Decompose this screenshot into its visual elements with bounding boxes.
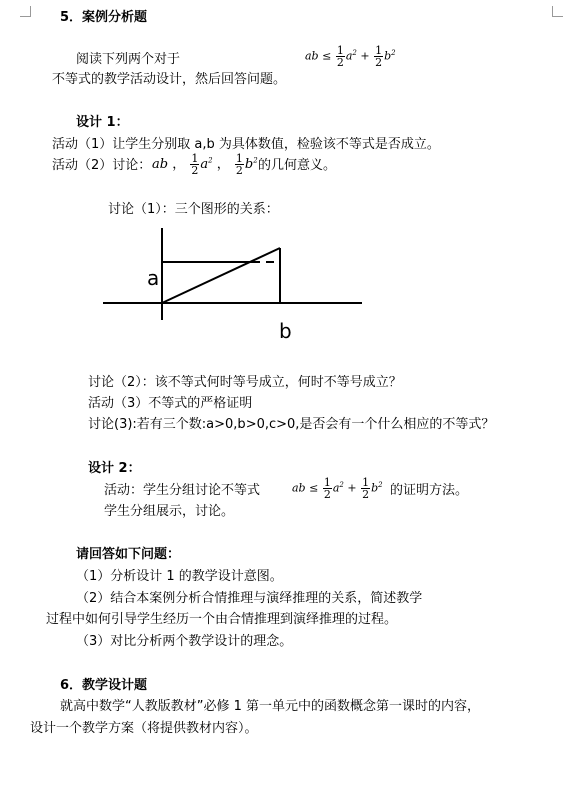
label-b: b [279, 319, 292, 343]
section-6-title: 6．教学设计题 [60, 678, 148, 693]
design-2-title: 设计 2： [88, 461, 141, 476]
activity-2-suffix: 的几何意义。 [258, 158, 337, 173]
activity-1: 活动（1）让学生分别取 a,b 为具体数值，检验该不等式是否成立。 [52, 137, 440, 152]
intro-line-1: 阅读下列两个对于 [76, 52, 181, 67]
question-3: （3）对比分析两个教学设计的理念。 [76, 634, 293, 649]
design-2-activity: 活动：学生分组讨论不等式 [104, 483, 261, 498]
formula-lhs: ab ≤ [305, 49, 332, 63]
diagonal-line [162, 248, 280, 303]
fraction-half: $\frac{1}{2}$ [235, 152, 243, 177]
section-5-title: 5．案例分析题 [60, 10, 148, 25]
activity-3: 活动（3）不等式的严格证明 [88, 396, 253, 411]
activity-2: 活动（2）讨论： [52, 158, 152, 173]
corner-mark-top-left [20, 6, 31, 17]
design-2-line-2: 学生分组展示，讨论。 [104, 504, 235, 519]
fraction-half: $\frac{1}{2}$ [336, 44, 344, 69]
discussion-2: 讨论（2）：该不等式何时等号成立，何时不等号成立？ [88, 375, 402, 390]
inequality-formula: ab ≤ $\frac{1}{2}$ $a^2$ + $\frac{1}{2}$ $b^2$ [305, 44, 396, 69]
fraction-half: $\frac{1}{2}$ [323, 476, 331, 501]
discussion-3: 讨论(3):若有三个数:a>0,b>0,c>0,是否会有一个什么相应的不等式？ [88, 417, 495, 432]
design-1-title: 设计 1： [76, 115, 129, 130]
discussion-1: 讨论（1）：三个图形的关系： [108, 202, 279, 217]
fraction-half: $\frac{1}{2}$ [375, 44, 383, 69]
fraction-half: $\frac{1}{2}$ [191, 152, 199, 177]
section-6-line-2: 设计一个教学方案（将提供教材内容）。 [30, 721, 258, 736]
fraction-half: $\frac{1}{2}$ [362, 476, 370, 501]
inequality-formula-2: ab ≤ $\frac{1}{2}$ $a^2$ + $\frac{1}{2}$ $b^2$ [292, 476, 383, 501]
activity-2-expressions: ab ， $\frac{1}{2}$ $a^2$ ， $\frac{1}{2}$ $b^2$ [152, 152, 258, 177]
geometry-diagram [0, 218, 583, 358]
question-2-line-1: （2）结合本案例分析合情推理与演绎推理的关系，简述教学 [76, 591, 423, 606]
corner-mark-top-right [552, 6, 563, 17]
question-2-line-2: 过程中如何引导学生经历一个由合情推理到演绎推理的过程。 [46, 612, 398, 627]
label-a: a [147, 266, 160, 290]
question-1: （1）分析设计 1 的教学设计意图。 [76, 569, 283, 584]
design-2-activity-suffix: 的证明方法。 [390, 483, 469, 498]
questions-title: 请回答如下问题： [76, 547, 181, 562]
section-6-line-1: 就高中数学“人教版教材”必修 1 第一单元中的函数概念第一课时的内容， [60, 699, 481, 714]
intro-line-2: 不等式的教学活动设计，然后回答问题。 [52, 72, 287, 87]
